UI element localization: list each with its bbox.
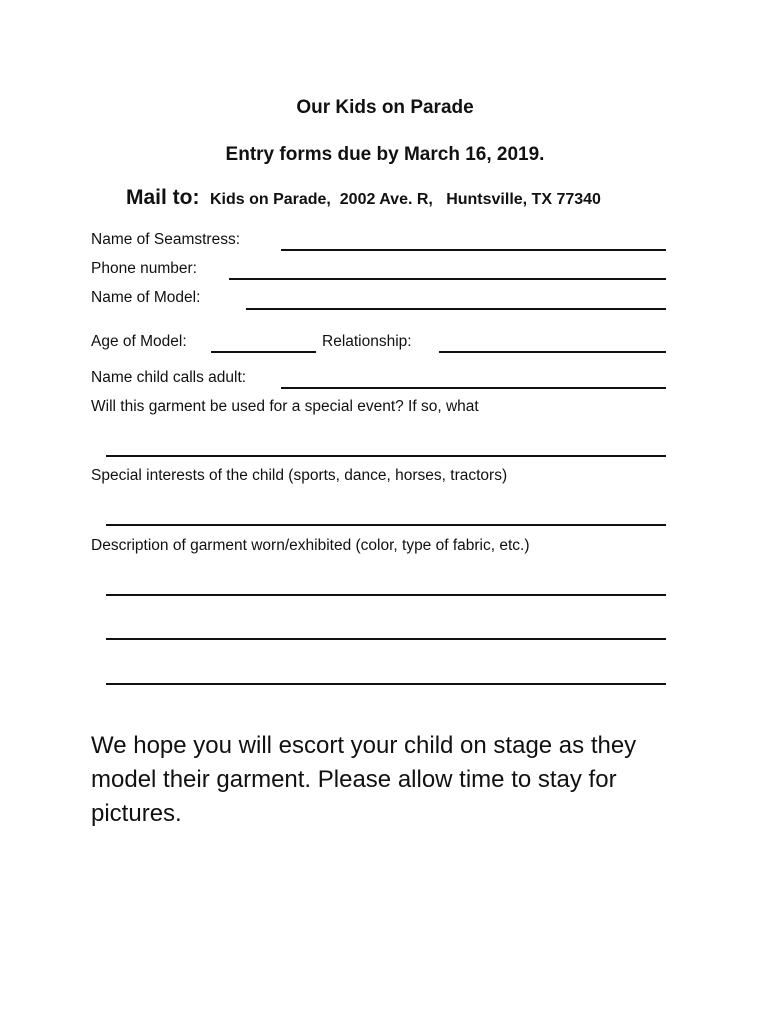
seamstress-field[interactable] <box>281 249 666 251</box>
mail-to-label: Mail to: <box>126 186 200 209</box>
special-event-label: Will this garment be used for a special event? If so, what <box>91 398 479 415</box>
age-field[interactable] <box>211 351 316 353</box>
garment-description-field-1[interactable] <box>106 594 666 596</box>
mail-to-line <box>126 186 601 210</box>
model-name-label: Name of Model: <box>91 289 201 306</box>
due-date-notice: Entry forms due by March 16, 2019. <box>225 144 545 165</box>
model-name-field[interactable] <box>246 308 666 310</box>
child-calls-field[interactable] <box>281 387 666 389</box>
form-title: Our Kids on Parade <box>296 97 474 118</box>
mailing-address: Kids on Parade, 2002 Ave. R, Huntsville, TX 77340 <box>209 191 601 208</box>
child-calls-label: Name child calls adult: <box>91 369 247 386</box>
interests-field[interactable] <box>106 524 666 526</box>
special-event-field[interactable] <box>106 455 666 457</box>
interests-label: Special interests of the child (sports, dance, horses, tractors) <box>91 467 508 484</box>
garment-description-field-2[interactable] <box>106 638 666 640</box>
garment-description-label: Description of garment worn/exhibited (color, type of fabric, etc.) <box>91 537 530 554</box>
closing-note: We hope you will escort your child on stage as they model their garment. Please allow time to stay for pictures. <box>91 732 637 827</box>
garment-description-field-3[interactable] <box>106 683 666 685</box>
phone-field[interactable] <box>229 278 666 280</box>
phone-label: Phone number: <box>91 260 197 277</box>
seamstress-label: Name of Seamstress: <box>91 231 241 248</box>
age-label: Age of Model: <box>91 333 187 350</box>
relationship-field[interactable] <box>439 351 666 353</box>
relationship-label: Relationship: <box>322 333 412 350</box>
